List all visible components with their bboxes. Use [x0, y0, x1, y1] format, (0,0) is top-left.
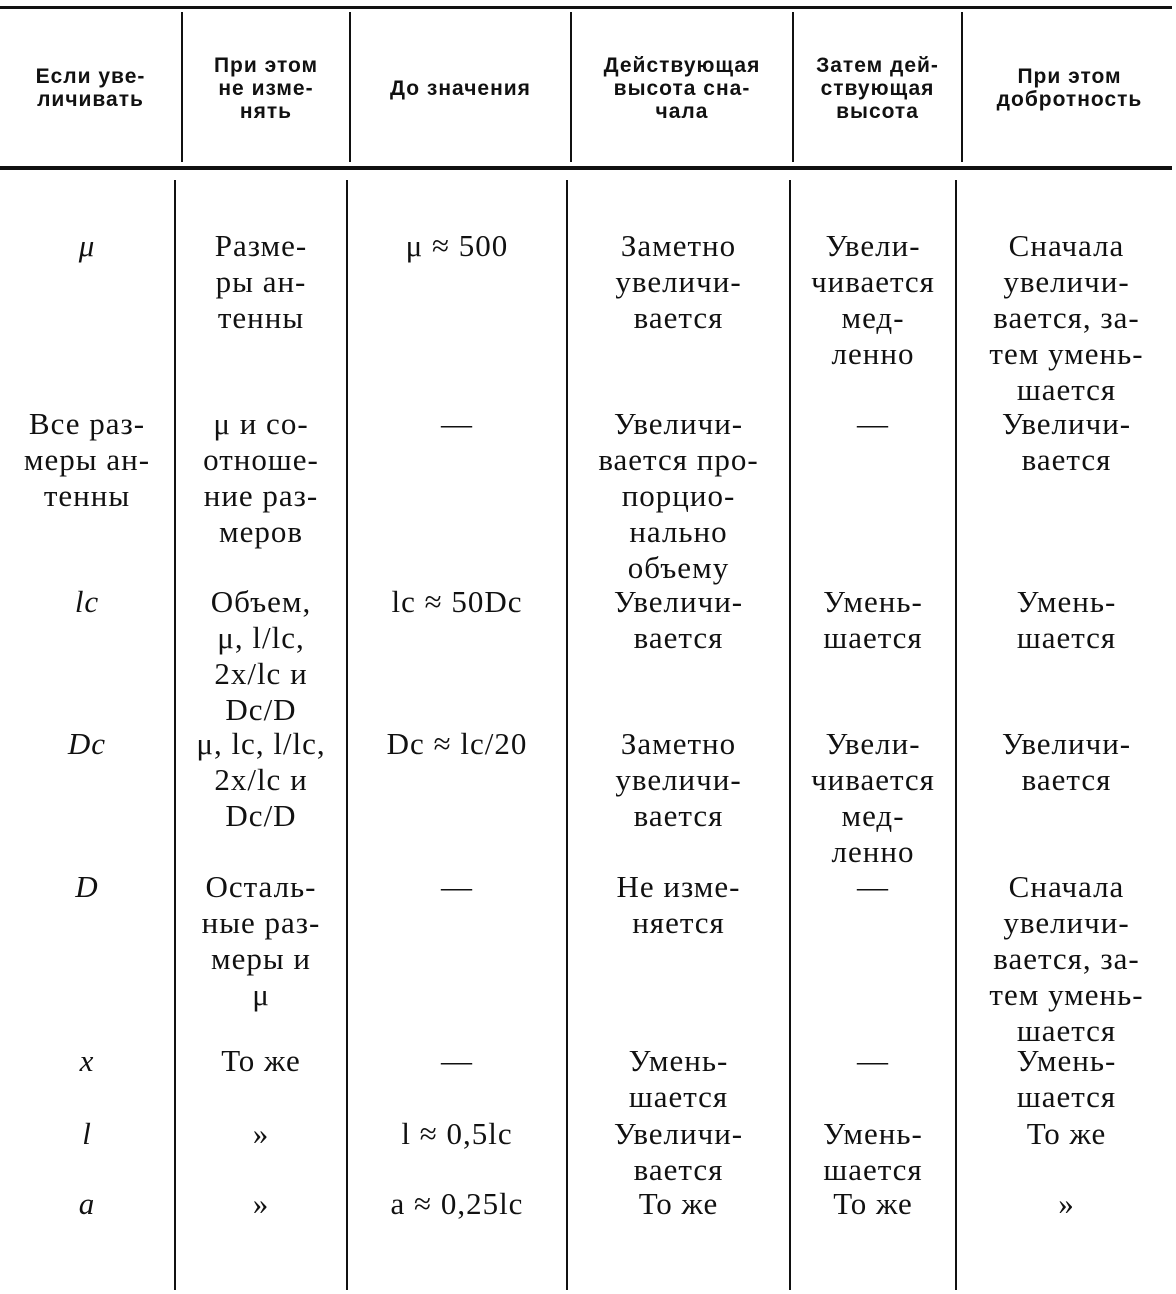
table-cell [176, 584, 346, 728]
table-cell [568, 726, 789, 834]
header-cell: Действующая высота сна- чала [603, 53, 761, 123]
cell-line: — [441, 406, 473, 441]
cell-line: вается [633, 300, 724, 335]
cell-line: тем умень- [989, 977, 1144, 1012]
cell-line: Dс [67, 726, 107, 761]
cell-line: Dс/D [225, 798, 297, 833]
cell-line: нально [629, 514, 728, 549]
table-cell [568, 1116, 789, 1188]
cell-line: увеличи- [615, 762, 742, 797]
cell-line: вается, за- [993, 941, 1140, 976]
cell-line: То же [1026, 1116, 1107, 1151]
cell-line: Все раз- [28, 406, 146, 441]
cell-line: меры ан- [23, 442, 151, 477]
cell-line: — [441, 1043, 473, 1078]
table-cell [0, 584, 174, 620]
cell-line: Умень- [1016, 584, 1117, 619]
cell-line: шается [628, 1079, 729, 1114]
cell-line: Умень- [1016, 1043, 1117, 1078]
cell-line: Объем, [210, 584, 312, 619]
table-cell [957, 228, 1176, 408]
header-cell: До значения [390, 76, 531, 100]
cell-line: l [82, 1116, 92, 1151]
cell-line: — [441, 869, 473, 904]
cell-line: шается [1016, 1079, 1117, 1114]
table-cell [0, 726, 174, 762]
cell-line: То же [638, 1186, 719, 1221]
cell-line: тем умень- [989, 336, 1144, 371]
cell-line: мед- [841, 798, 905, 833]
header-cell: При этом не изме- нять [213, 53, 319, 123]
cell-line: Увеличи- [1001, 406, 1132, 441]
table-cell [957, 406, 1176, 478]
cell-line: шается [1016, 372, 1117, 407]
table-cell [348, 1116, 566, 1152]
table-cell [176, 1116, 346, 1152]
cell-line: ры ан- [215, 264, 307, 299]
cell-line: a ≈ 0,25lс [390, 1186, 524, 1221]
cell-line: lс [74, 584, 100, 619]
table-cell [791, 1043, 955, 1079]
cell-line: 2x/lс и [214, 762, 308, 797]
table-cell [0, 1043, 174, 1079]
cell-line: вается [633, 620, 724, 655]
cell-line: То же [833, 1186, 913, 1221]
table-cell [0, 228, 174, 264]
table-cell [348, 726, 566, 762]
cell-line: Увеличи- [613, 584, 744, 619]
cell-line: тенны [43, 478, 131, 513]
cell-line: μ ≈ 500 [405, 228, 509, 263]
cell-line: увеличи- [1003, 905, 1130, 940]
table-cell [568, 1186, 789, 1222]
table-cell [348, 406, 566, 442]
cell-line: μ, lс, l/lс, [196, 726, 326, 761]
cell-line: μ [252, 977, 270, 1012]
cell-line: Увеличи- [1001, 726, 1132, 761]
cell-line: ленно [831, 336, 915, 371]
table-cell [0, 869, 174, 905]
table-top-rule [0, 6, 1172, 9]
table-cell [957, 584, 1176, 656]
table-cell [791, 406, 955, 442]
cell-line: » [1058, 1186, 1075, 1221]
table-cell [791, 726, 955, 870]
table-cell [176, 228, 346, 336]
cell-line: Dс/D [225, 692, 297, 727]
table-cell [176, 1043, 346, 1079]
header-bottom-rule [0, 166, 1172, 170]
table-cell [957, 869, 1176, 1049]
header-cell: Если уве- личивать [35, 65, 146, 111]
cell-line: Увеличи- [613, 1116, 744, 1151]
table-cell [791, 228, 955, 372]
table-cell [957, 1043, 1176, 1115]
table-cell [957, 1116, 1176, 1152]
cell-line: » [252, 1116, 270, 1151]
table-cell [0, 1186, 174, 1222]
table-cell [348, 1186, 566, 1222]
table-cell [568, 584, 789, 656]
table-cell [176, 869, 346, 1013]
table-cell [957, 1186, 1176, 1222]
cell-line: Сначала [1008, 869, 1125, 904]
cell-line: ленно [831, 834, 915, 869]
cell-line: Заметно [620, 726, 737, 761]
cell-line: шается [823, 1152, 923, 1187]
table-cell [348, 584, 566, 620]
table-cell [348, 228, 566, 264]
table-cell [176, 1186, 346, 1222]
cell-line: — [857, 1043, 889, 1078]
cell-line: Сначала [1008, 228, 1125, 263]
cell-line: — [857, 406, 889, 441]
table-cell [791, 1116, 955, 1188]
header-cell: При этом добротность [996, 65, 1143, 111]
cell-line: Осталь- [205, 869, 317, 904]
cell-line: вается [633, 1152, 724, 1187]
cell-line: Не изме- [616, 869, 741, 904]
table-cell [791, 1186, 955, 1222]
table-cell [791, 584, 955, 656]
cell-line: » [252, 1186, 270, 1221]
cell-line: вается [633, 798, 724, 833]
table-cell [348, 869, 566, 905]
cell-line: чивается [811, 762, 935, 797]
cell-line: отноше- [203, 442, 319, 477]
cell-line: шается [1016, 1013, 1117, 1048]
table-cell [176, 406, 346, 550]
header-cell: Затем дей- ствующая высота [816, 53, 939, 123]
cell-line: Умень- [823, 1116, 923, 1151]
cell-line: Увели- [825, 228, 921, 263]
table-cell [568, 869, 789, 941]
cell-line: шается [823, 620, 923, 655]
cell-line: ные раз- [201, 905, 321, 940]
cell-line: Dс ≈ lс/20 [386, 726, 528, 761]
cell-line: μ [78, 228, 96, 263]
cell-line: няется [632, 905, 725, 940]
cell-line: чивается [811, 264, 935, 299]
table-cell [568, 228, 789, 336]
table-cell [957, 726, 1176, 798]
cell-line: ние раз- [203, 478, 319, 513]
cell-line: объему [627, 550, 730, 585]
cell-line: порцио- [621, 478, 736, 513]
table-cell [568, 406, 789, 586]
cell-line: меры и [210, 941, 312, 976]
cell-line: μ, l/lс, [217, 620, 305, 655]
cell-line: вается, за- [993, 300, 1140, 335]
cell-line: D [75, 869, 99, 904]
table-cell [176, 726, 346, 834]
cell-line: меров [218, 514, 303, 549]
table-cell [0, 1116, 174, 1152]
cell-line: шается [1016, 620, 1117, 655]
cell-line: lс ≈ 50Dс [391, 584, 523, 619]
table-cell [568, 1043, 789, 1115]
cell-line: a [78, 1186, 96, 1221]
cell-line: 2x/lс и [214, 656, 308, 691]
table-cell [348, 1043, 566, 1079]
cell-line: вается про- [598, 442, 759, 477]
cell-line: Заметно [620, 228, 737, 263]
cell-line: x [79, 1043, 95, 1078]
cell-line: l ≈ 0,5lс [401, 1116, 513, 1151]
cell-line: вается [1021, 442, 1112, 477]
table-cell [791, 869, 955, 905]
table-cell [0, 406, 174, 514]
cell-line: Разме- [214, 228, 308, 263]
cell-line: Умень- [823, 584, 923, 619]
cell-line: увеличи- [1003, 264, 1130, 299]
cell-line: Увели- [825, 726, 921, 761]
cell-line: увеличи- [615, 264, 742, 299]
cell-line: вается [1021, 762, 1112, 797]
cell-line: То же [221, 1043, 301, 1078]
cell-line: мед- [841, 300, 905, 335]
cell-line: — [857, 869, 889, 904]
cell-line: μ и со- [213, 406, 309, 441]
cell-line: Умень- [628, 1043, 729, 1078]
cell-line: тенны [217, 300, 305, 335]
cell-line: Увеличи- [613, 406, 744, 441]
